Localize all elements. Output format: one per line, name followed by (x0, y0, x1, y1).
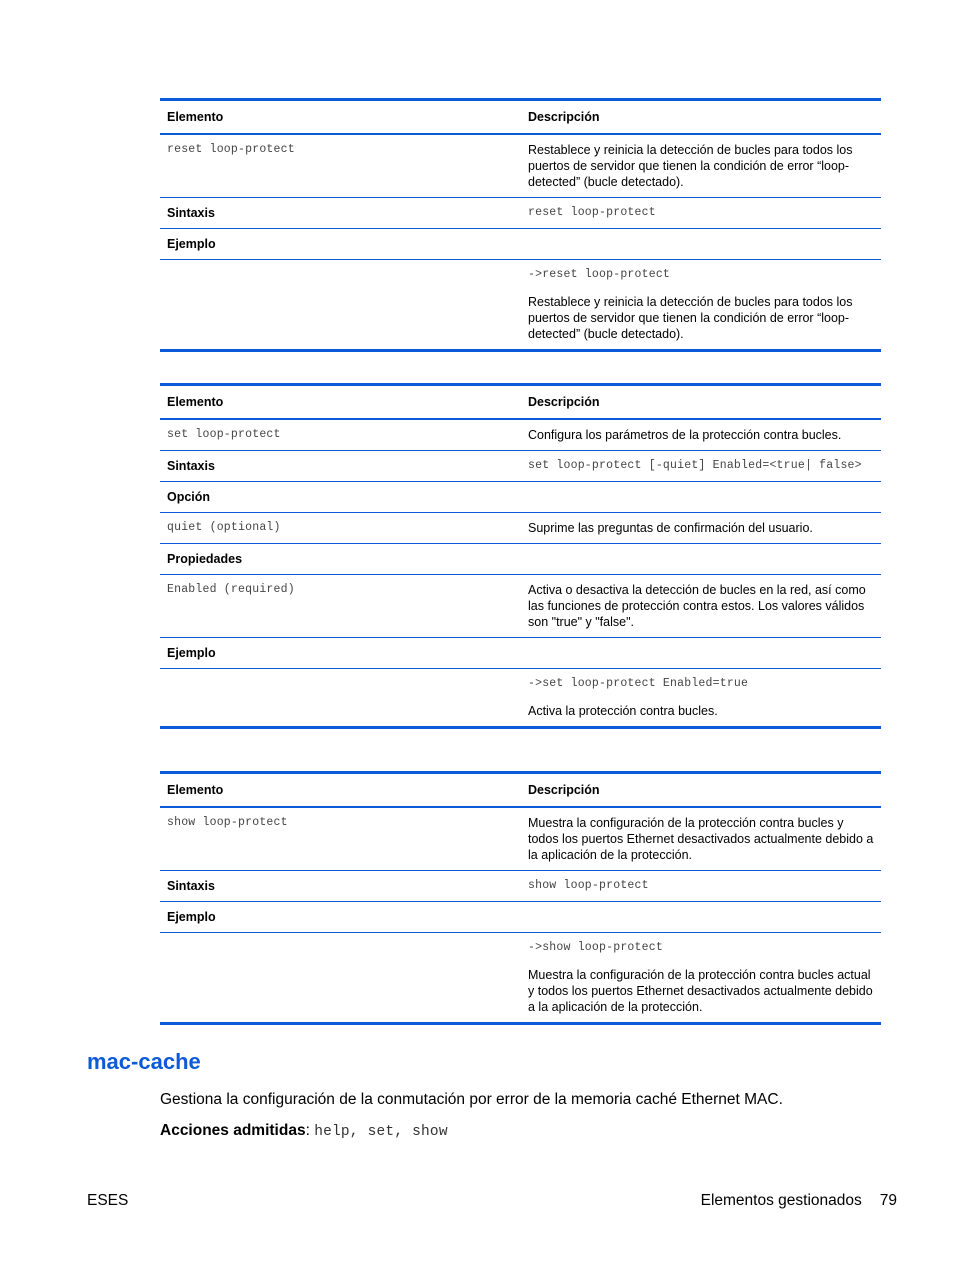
table-header-row (160, 773, 881, 808)
page-number: 79 (879, 1192, 897, 1209)
example-command: ->show loop-protect (528, 941, 663, 954)
syntax-value: reset loop-protect (521, 198, 881, 229)
example-cell (521, 669, 881, 728)
properties-label: Propiedades (160, 544, 521, 575)
header-description: Descripción (521, 385, 881, 420)
header-element: Elemento (160, 100, 521, 135)
command-name: set loop-protect (160, 419, 521, 451)
syntax-label: Sintaxis (160, 198, 521, 229)
table-row (160, 871, 881, 902)
actions-separator: : (305, 1122, 310, 1139)
command-description: Configura los parámetros de la protección contra bucles. (521, 419, 881, 451)
option-label: Opción (160, 482, 521, 513)
syntax-label: Sintaxis (160, 871, 521, 902)
table-row (160, 575, 881, 638)
header-description: Descripción (521, 773, 881, 808)
property-description: Activa o desactiva la detección de bucles en la red, así como las funciones de protección contra estos. Los valores válidos son "true" y "false". (521, 575, 881, 638)
syntax-label: Sintaxis (160, 451, 521, 482)
header-element: Elemento (160, 773, 521, 808)
supported-actions (160, 1122, 448, 1140)
example-label: Ejemplo (160, 229, 521, 260)
table-row (160, 482, 881, 513)
table-row (160, 902, 881, 933)
example-description: Activa la protección contra bucles. (528, 704, 718, 718)
table-row (160, 638, 881, 669)
command-name: reset loop-protect (160, 134, 521, 198)
example-label: Ejemplo (160, 638, 521, 669)
section-title: mac-cache (87, 1049, 201, 1074)
table-row (160, 669, 881, 728)
table-row (160, 933, 881, 1024)
command-table-show-loop-protect (160, 771, 881, 1025)
table-row (160, 807, 881, 871)
footer-locale: ESES (87, 1192, 129, 1209)
example-label: Ejemplo (160, 902, 521, 933)
command-description: Muestra la configuración de la protección contra bucles y todos los puertos Ethernet desactivados actualmente debido a la aplicación de la protección. (521, 807, 881, 871)
footer-section: Elementos gestionados (700, 1192, 862, 1209)
table-header-row (160, 100, 881, 135)
example-cell (521, 260, 881, 351)
table-row (160, 134, 881, 198)
command-description: Restablece y reinicia la detección de bucles para todos los puertos de servidor que tienen la condición de error “loop-detected” (bucle detectado). (521, 134, 881, 198)
example-description: Restablece y reinicia la detección de bucles para todos los puertos de servidor que tienen la condición de error “loop-detected” (bucle detectado). (528, 295, 853, 341)
command-name: show loop-protect (160, 807, 521, 871)
table-row (160, 451, 881, 482)
header-description: Descripción (521, 100, 881, 135)
section-intro: Gestiona la configuración de la conmutación por error de la memoria caché Ethernet MAC. (160, 1091, 783, 1108)
table-row (160, 513, 881, 544)
table-row (160, 229, 881, 260)
example-cell (521, 933, 881, 1024)
option-name: quiet (optional) (160, 513, 521, 544)
syntax-value: show loop-protect (521, 871, 881, 902)
table-row (160, 260, 881, 351)
header-element: Elemento (160, 385, 521, 420)
table-header-row (160, 385, 881, 420)
actions-value: help, set, show (314, 1124, 448, 1140)
command-table-reset-loop-protect (160, 98, 881, 352)
command-table-set-loop-protect (160, 383, 881, 729)
syntax-value: set loop-protect [-quiet] Enabled=<true| false> (521, 451, 881, 482)
example-command: ->set loop-protect Enabled=true (528, 677, 749, 690)
example-description: Muestra la configuración de la protección contra bucles actual y todos los puertos Ethernet desactivados actualmente debido a la aplicación de la protección. (528, 968, 873, 1014)
property-name: Enabled (required) (160, 575, 521, 638)
actions-label: Acciones admitidas (160, 1122, 306, 1139)
option-description: Suprime las preguntas de confirmación del usuario. (521, 513, 881, 544)
table-row (160, 419, 881, 451)
footer-right (701, 1192, 897, 1210)
example-command: ->reset loop-protect (528, 268, 671, 281)
table-row (160, 198, 881, 229)
table-row (160, 544, 881, 575)
